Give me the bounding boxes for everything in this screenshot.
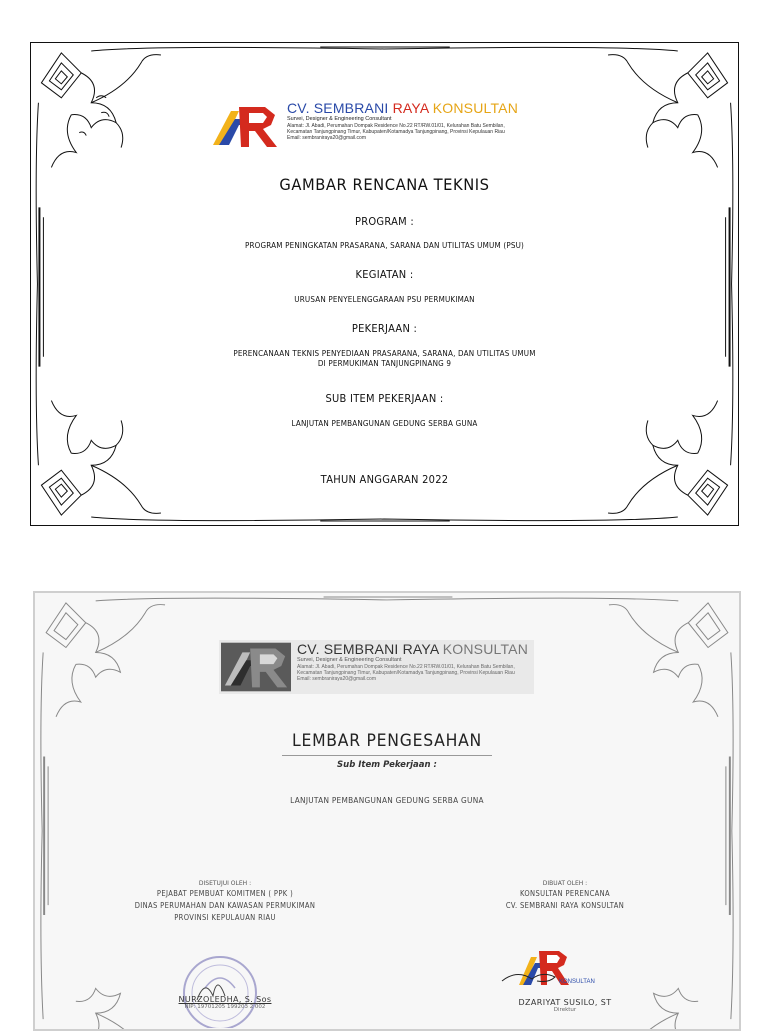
approved-by-caption: DISETUJUI OLEH : bbox=[198, 880, 252, 887]
signatory-left bbox=[95, 879, 355, 924]
left-signatory-name: NURZOLEDHA, S. Sos bbox=[178, 995, 272, 1004]
company-address-gray-line2: Kecamatan Tanjungpinang Timur, Kabupaten/Kotamadya Tanjungpinang, Provinsi Kepulauan Riau bbox=[297, 670, 515, 676]
company-header bbox=[209, 101, 518, 151]
sub-item-value: LANJUTAN PEMBANGUNAN GEDUNG SERBA GUNA bbox=[290, 796, 484, 805]
pekerjaan-label: PEKERJAAN : bbox=[351, 322, 418, 335]
left-line3: PROVINSI KEPULAUAN RIAU bbox=[174, 913, 276, 922]
corner-ornament-top-left bbox=[41, 53, 161, 168]
left-line2: DINAS PERUMAHAN DAN KAWASAN PERMUKIMAN bbox=[134, 901, 316, 910]
approval-sheet bbox=[33, 591, 741, 1031]
kegiatan-label: KEGIATAN : bbox=[355, 268, 414, 281]
sub-item-label: Sub Item Pekerjaan : bbox=[337, 760, 437, 770]
right-line1: KONSULTAN PERENCANA bbox=[519, 889, 611, 898]
program-value: PROGRAM PENINGKATAN PRASARANA, SARANA DAN UTILITAS UMUM (PSU) bbox=[244, 241, 525, 250]
signatory-left-name-block bbox=[95, 995, 355, 1010]
company-address-gray-line1: Alamat: Jl. Abadi, Perumahan Dompak Residence No.22 RT/RW.01/01, Kelurahan Batu Sembilan, bbox=[297, 664, 515, 670]
company-email: Email: sembraniraya20@gmail.com bbox=[287, 135, 366, 141]
approval-title: LEMBAR PENGESAHAN bbox=[292, 731, 482, 751]
pekerjaan-value-line2: DI PERMUKIMAN TANJUNGPINANG 9 bbox=[317, 359, 452, 368]
company-name: CV. SEMBRANI RAYA KONSULTAN bbox=[287, 100, 519, 116]
right-signatory-name: DZARIYAT SUSILO, ST bbox=[518, 998, 612, 1007]
left-signatory-nip: NIP: 19701205 199203 2 002 bbox=[184, 1004, 266, 1010]
pekerjaan-value-line1: PERENCANAAN TEKNIS PENYEDIAAN PRASARANA, SARANA, DAN UTILITAS UMUM bbox=[233, 349, 536, 358]
company-name-gray: CV. SEMBRANI RAYA KONSULTAN bbox=[297, 641, 529, 657]
title-underline bbox=[282, 755, 492, 756]
company-address-line1: Alamat: Jl. Abadi, Perumahan Dompak Residence No.22 RT/RW.01/01, Kelurahan Batu Sembilan, bbox=[287, 123, 505, 129]
cover-sheet bbox=[30, 42, 739, 526]
company-address-line2: Kecamatan Tanjungpinang Timur, Kabupaten/Kotamadya Tanjungpinang, Provinsi Kepulauan Riau bbox=[287, 129, 505, 135]
kegiatan-value: URUSAN PENYELENGGARAAN PSU PERMUKIMAN bbox=[294, 295, 475, 304]
company-logo-gray-icon bbox=[221, 642, 291, 692]
company-stamp-icon bbox=[497, 941, 607, 991]
sub-item-value: LANJUTAN PEMBANGUNAN GEDUNG SERBA GUNA bbox=[291, 419, 478, 428]
right-signatory-role: Direktur bbox=[553, 1007, 577, 1013]
budget-year: TAHUN ANGGARAN 2022 bbox=[320, 473, 449, 486]
company-subtitle-gray: Survei, Designer & Engineering Consultant bbox=[297, 657, 402, 663]
left-line1: PEJABAT PEMBUAT KOMITMEN ( PPK ) bbox=[156, 889, 294, 898]
company-subtitle: Survei, Designer & Engineering Consultant bbox=[287, 116, 392, 122]
company-logo-icon bbox=[209, 101, 281, 151]
sub-item-label: SUB ITEM PEKERJAAN : bbox=[325, 392, 444, 405]
right-line2: CV. SEMBRANI RAYA KONSULTAN bbox=[505, 901, 625, 910]
made-by-caption: DIBUAT OLEH : bbox=[542, 880, 588, 887]
signatory-right bbox=[435, 879, 695, 912]
stamp-text: KONSULTAN bbox=[559, 979, 595, 985]
official-stamp-icon bbox=[175, 948, 265, 1028]
company-header-gray bbox=[219, 640, 534, 694]
company-email-gray: Email: sembraniraya20@gmail.com bbox=[297, 676, 376, 682]
program-label: PROGRAM : bbox=[354, 215, 415, 228]
signatory-right-name-block bbox=[435, 998, 695, 1013]
cover-title: GAMBAR RENCANA TEKNIS bbox=[279, 175, 490, 194]
